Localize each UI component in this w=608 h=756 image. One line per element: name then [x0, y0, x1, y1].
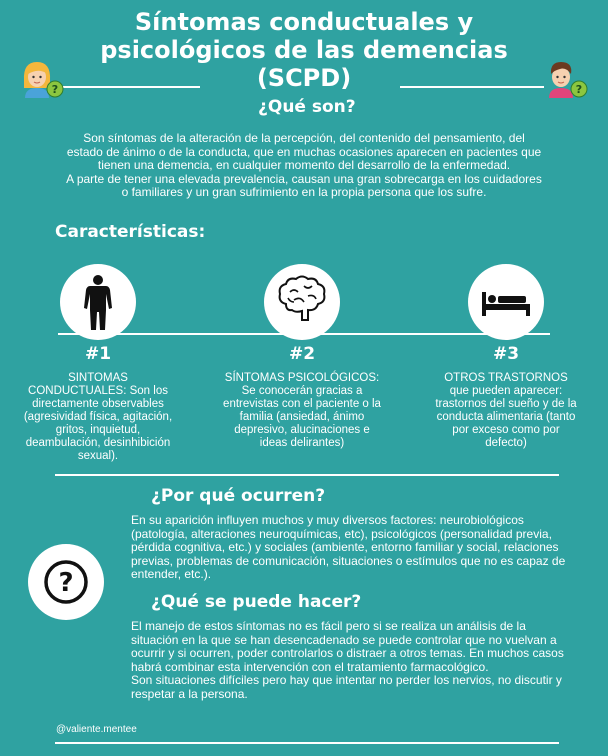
- bed-icon: [468, 264, 544, 340]
- footer-divider: [55, 742, 559, 744]
- title-line-2: psicológicos de las demencias: [100, 36, 508, 64]
- section-divider: [55, 474, 559, 476]
- characteristic-2-line: SÍNTOMAS PSICOLÓGICOS:: [224, 372, 380, 384]
- characteristic-3-line: defecto): [485, 437, 527, 449]
- que-son-line: o familiares y un gran sufrimiento en la propia persona que los sufre.: [121, 185, 487, 199]
- que-hacer-line: El manejo de estos síntomas no es fácil pero si se realiza un análisis de la: [131, 619, 526, 633]
- human-body-icon: [60, 264, 136, 340]
- characteristic-3-line: OTROS TRASTORNOS: [444, 372, 568, 384]
- que-hacer-line: Son situaciones difíciles pero hay que intentar no perder los nervios, no discutir y: [131, 673, 562, 687]
- title-divider-left: [62, 86, 200, 88]
- que-hacer-line: ocurrir y si ocurren, poder controlarlos o distraer a otros temas. En muchos casos: [131, 646, 564, 660]
- title-line-1: Síntomas conductuales y: [134, 8, 474, 36]
- characteristic-2-circle: [264, 264, 340, 340]
- que-hacer-line: situación en la que se han desencadenado se puede controlar que no vuelvan a: [131, 632, 557, 647]
- por-que-heading: ¿Por qué ocurren?: [151, 486, 326, 506]
- brain-icon: [264, 264, 340, 340]
- por-que-line: En su aparición influyen muchos y muy diversos factores: neurobiológicos: [131, 513, 524, 527]
- question-circle: [28, 544, 104, 620]
- que-son-line: estado de ánimo o de la conducta, que en muchas ocasiones aparecen en pacientes que: [66, 144, 542, 159]
- characteristic-2-line: ideas delirantes): [259, 437, 345, 449]
- por-que-line: entender, etc.).: [131, 567, 212, 581]
- characteristic-1-line: CONDUCTUALES: Son los: [28, 385, 168, 397]
- por-que-line: previas, problemas de comunicación, situaciones o estímulos que no es capaz de: [131, 553, 566, 568]
- por-que-line: pérdida cognitiva, etc.) y sociales (ambiente, entorno familiar y social, relaciones: [131, 540, 559, 554]
- por-que-text: [131, 514, 565, 582]
- characteristic-3-line: conducta alimentaria (tanto: [436, 411, 576, 423]
- caracteristicas-heading: Características:: [55, 222, 206, 242]
- que-hacer-line: respetar a la persona.: [131, 686, 248, 701]
- characteristic-2-line: Se conocerán gracias a: [241, 385, 363, 397]
- characteristic-1-line: SINTOMAS: [68, 372, 128, 384]
- characteristic-3-line: por exceso como por: [452, 424, 560, 436]
- characteristic-3-line: trastornos del sueño y de la: [435, 398, 577, 410]
- characteristic-2-line: familia (ansiedad, ánimo: [239, 411, 365, 423]
- question-mark-icon: [28, 544, 104, 620]
- title-divider-right: [400, 86, 544, 88]
- characteristic-3-line: que pueden aparecer:: [449, 385, 563, 397]
- author-handle: @valiente.mentee: [56, 724, 137, 735]
- characteristic-3-text: [416, 372, 596, 450]
- girl-question-avatar-icon: [20, 58, 66, 100]
- characteristic-1-circle: [60, 264, 136, 340]
- characteristic-1-line: directamente observables: [32, 398, 164, 410]
- que-son-line: tienen una demencia, en cualquier momento del desarrollo de la enfermedad.: [97, 158, 511, 172]
- question-mark-glyph: ?: [58, 568, 74, 598]
- title-line-3: (SCPD): [256, 64, 352, 92]
- svg-text:?: ?: [575, 83, 583, 96]
- characteristic-1-text: [12, 372, 184, 463]
- characteristic-2-line: depresivo, alucinaciones e: [234, 424, 370, 436]
- que-son-line: A parte de tener una elevada prevalencia, causan una gran sobrecarga en los cuidadores: [66, 171, 542, 186]
- que-hacer-line: habrá combinar esta intervención con el tratamiento farmacológico.: [131, 659, 489, 674]
- characteristic-1-line: (agresividad física, agitación,: [23, 411, 173, 423]
- que-son-text: [0, 132, 608, 200]
- por-que-line: (patología, alteraciones neuroquímicas, etc), psicológicos (personalidad previa,: [131, 526, 552, 541]
- characteristic-2-text: [212, 372, 392, 450]
- page-title: [0, 8, 608, 92]
- que-son-heading: ¿Qué son?: [258, 97, 356, 117]
- characteristic-2-line: entrevistas con el paciente o la: [223, 398, 381, 410]
- characteristic-3-circle: [468, 264, 544, 340]
- que-son-line: Son síntomas de la alteración de la percepción, del contenido del pensamiento, del: [83, 131, 525, 145]
- que-hacer-text: [131, 620, 564, 701]
- characteristic-1-line: deambulación, desinhibición: [25, 437, 171, 449]
- svg-text:?: ?: [51, 83, 59, 96]
- characteristic-3-number: #3: [492, 344, 520, 364]
- boy-question-avatar-icon: [544, 58, 590, 100]
- que-hacer-heading: ¿Qué se puede hacer?: [151, 592, 362, 612]
- characteristic-2-number: #2: [288, 344, 316, 364]
- characteristic-1-number: #1: [84, 344, 112, 364]
- characteristic-1-line: gritos, inquietud,: [55, 424, 141, 436]
- characteristic-1-line: sexual).: [77, 450, 119, 462]
